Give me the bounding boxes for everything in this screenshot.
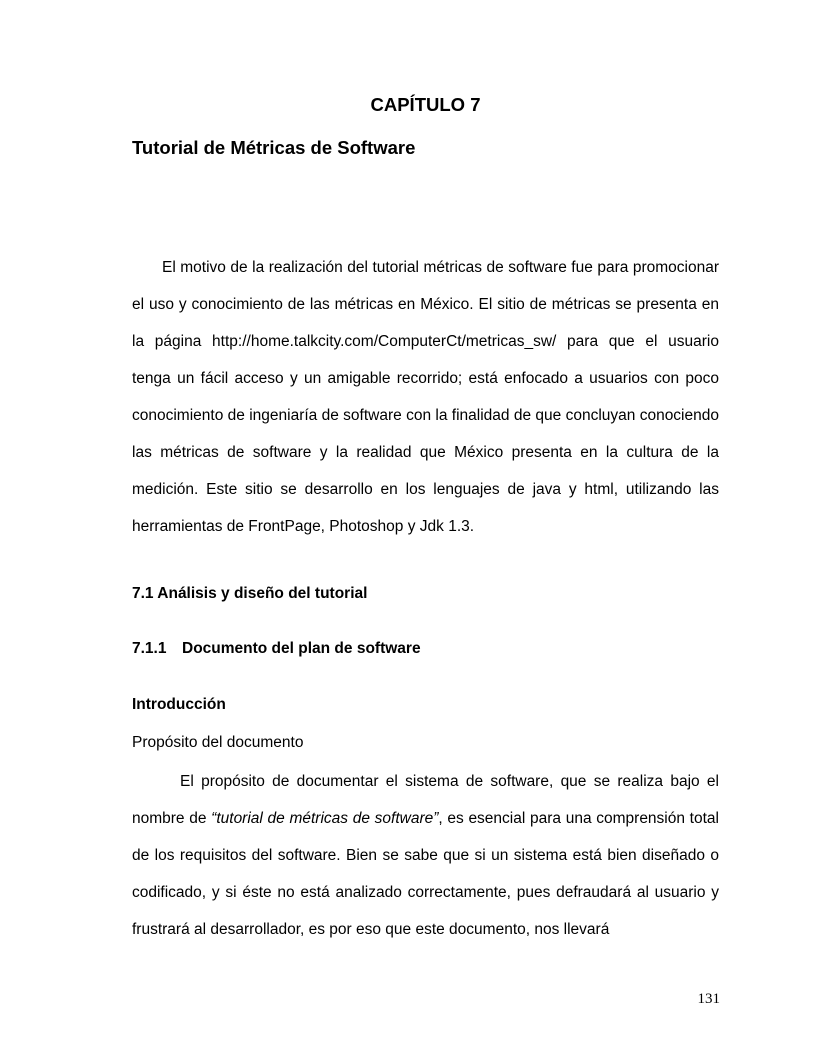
section-heading-7-1: 7.1 Análisis y diseño del tutorial [132,585,368,602]
subheading-introduccion: Introducción [132,696,226,713]
proposito-paragraph [132,763,719,948]
section-heading-7-1-1 [132,640,421,658]
page-number: 131 [697,991,720,1007]
section-title: Documento del plan de software [182,640,421,657]
chapter-title: Tutorial de Métricas de Software [132,137,416,158]
subheading-proposito: Propósito del documento [132,734,304,751]
section-number: 7.1.1 [132,640,167,657]
chapter-label: CAPÍTULO 7 [370,94,481,115]
proposito-italic-title: “tutorial de métricas de software” [211,810,439,827]
proposito-text-start: El propósito de documentar el sistema de software, que se realiza bajo el nombre de [132,773,719,827]
proposito-text-end: , es esencial para una comprensión total de los requisitos del software. Bien se sabe que si un sistema está bien diseñado o codificado, y si éste no está analizado correctamente, pues defraudará al usuario y frustrará al desarrollador, es por eso que este documento, nos llevará [132,810,719,938]
intro-paragraph: El motivo de la realización del tutorial métricas de software fue para promocionar el uso y conocimiento de las métricas en México. El sitio de métricas se presenta en la página http://home.talkcity.com/ComputerCt/metricas_sw/ para que el usuario tenga un fácil acceso y un amigable recorrido; está enfocado a usuarios con poco conocimiento de ingeniaría de software con la finalidad de que concluyan conociendo las métricas de software y la realidad que México presenta en la cultura de la medición. Este sitio se desarrollo en los lenguajes de java y html, utilizando las herramientas de FrontPage, Photoshop y Jdk 1.3. [132,259,719,535]
